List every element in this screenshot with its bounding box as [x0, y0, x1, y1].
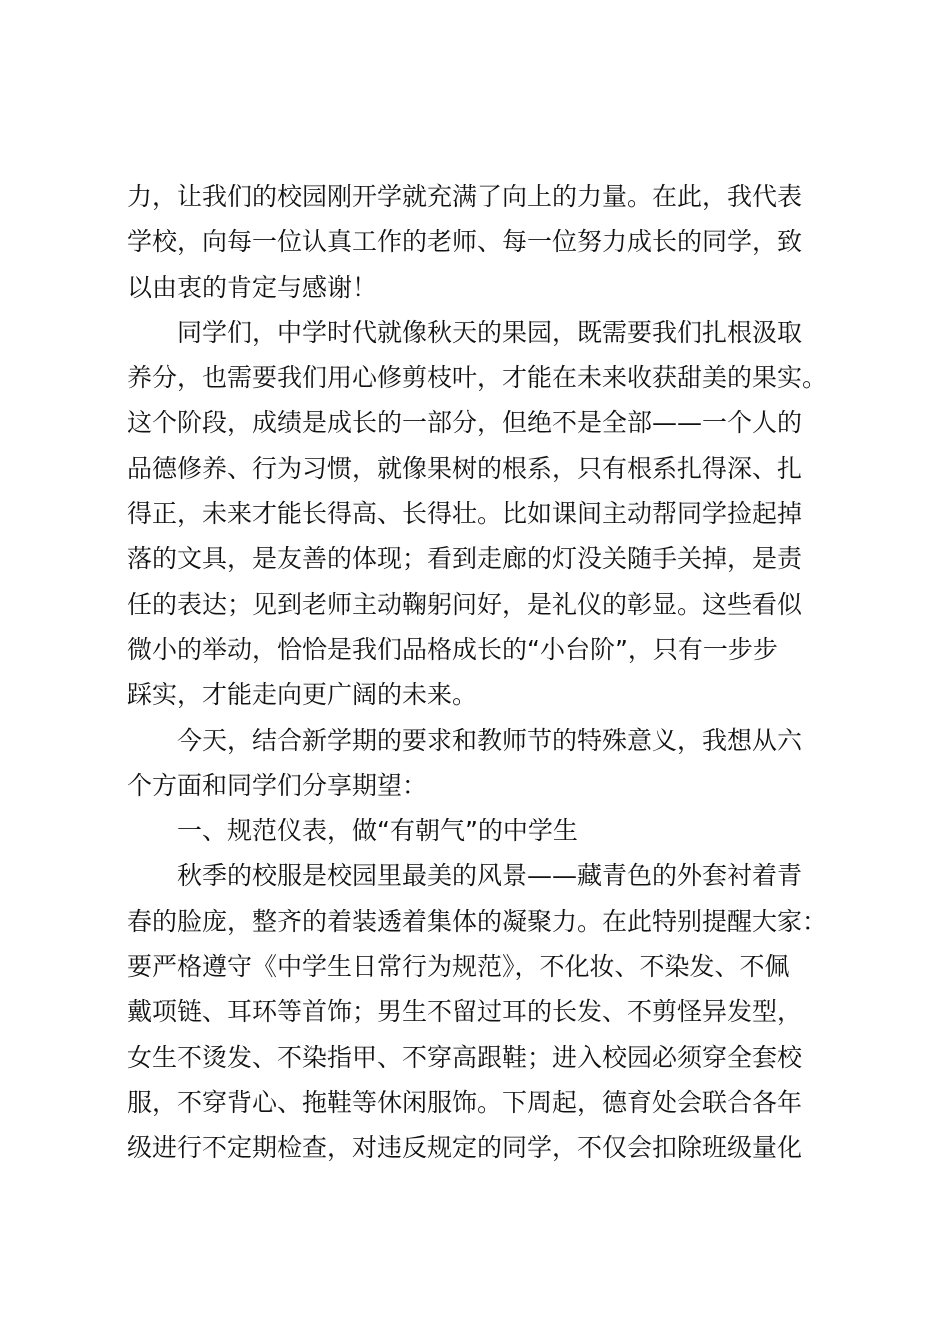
text-line: 养分，也需要我们用心修剪枝叶，才能在未来收获甜美的果实。 [127, 363, 828, 393]
text-line: 任的表达；见到老师主动鞠躬问好，是礼仪的彰显。这些看似 [127, 589, 803, 619]
text-line: 得正，未来才能长得高、长得壮。比如课间主动帮同学捡起掉 [127, 499, 803, 529]
paragraph-start-line: 同学们，中学时代就像秋天的果园，既需要我们扎根汲取 [177, 317, 803, 347]
section-heading: 一、规范仪表，做“有朝气”的中学生 [177, 816, 578, 846]
text-line: 春的脸庞，整齐的着装透着集体的凝聚力。在此特别提醒大家： [127, 906, 828, 936]
text-line: 要严格遵守《中学生日常行为规范》，不化妆、不染发、不佩 [127, 952, 790, 982]
text-line: 这个阶段，成绩是成长的一部分，但绝不是全部——一个人的 [127, 408, 803, 438]
text-line: 以由衷的肯定与感谢！ [127, 272, 378, 302]
paragraph-start-line: 秋季的校服是校园里最美的风景——藏青色的外套衬着青 [177, 861, 803, 891]
text-line: 学校，向每一位认真工作的老师、每一位努力成长的同学，致 [127, 227, 803, 257]
text-line: 力，让我们的校园刚开学就充满了向上的力量。在此，我代表 [127, 182, 803, 211]
text-line: 踩实，才能走向更广阔的未来。 [127, 680, 478, 710]
text-line: 品德修养、行为习惯，就像果树的根系，只有根系扎得深、扎 [127, 453, 803, 483]
text-line: 落的文具，是友善的体现；看到走廊的灯没关随手关掉，是责 [127, 544, 803, 574]
text-line: 个方面和同学们分享期望： [127, 770, 428, 800]
text-line: 微小的举动，恰恰是我们品格成长的“小台阶”，只有一步步 [127, 634, 778, 664]
text-line: 戴项链、耳环等首饰；男生不留过耳的长发、不剪怪异发型， [127, 997, 803, 1027]
body-text [127, 174, 837, 1171]
text-line: 级进行不定期检查，对违反规定的同学，不仅会扣除班级量化 [127, 1133, 803, 1163]
text-line: 服，不穿背心、拖鞋等休闲服饰。下周起，德育处会联合各年 [127, 1087, 803, 1117]
paragraph-start-line: 今天，结合新学期的要求和教师节的特殊意义，我想从六 [177, 725, 803, 755]
text-line: 女生不烫发、不染指甲、不穿高跟鞋；进入校园必须穿全套校 [127, 1042, 803, 1072]
